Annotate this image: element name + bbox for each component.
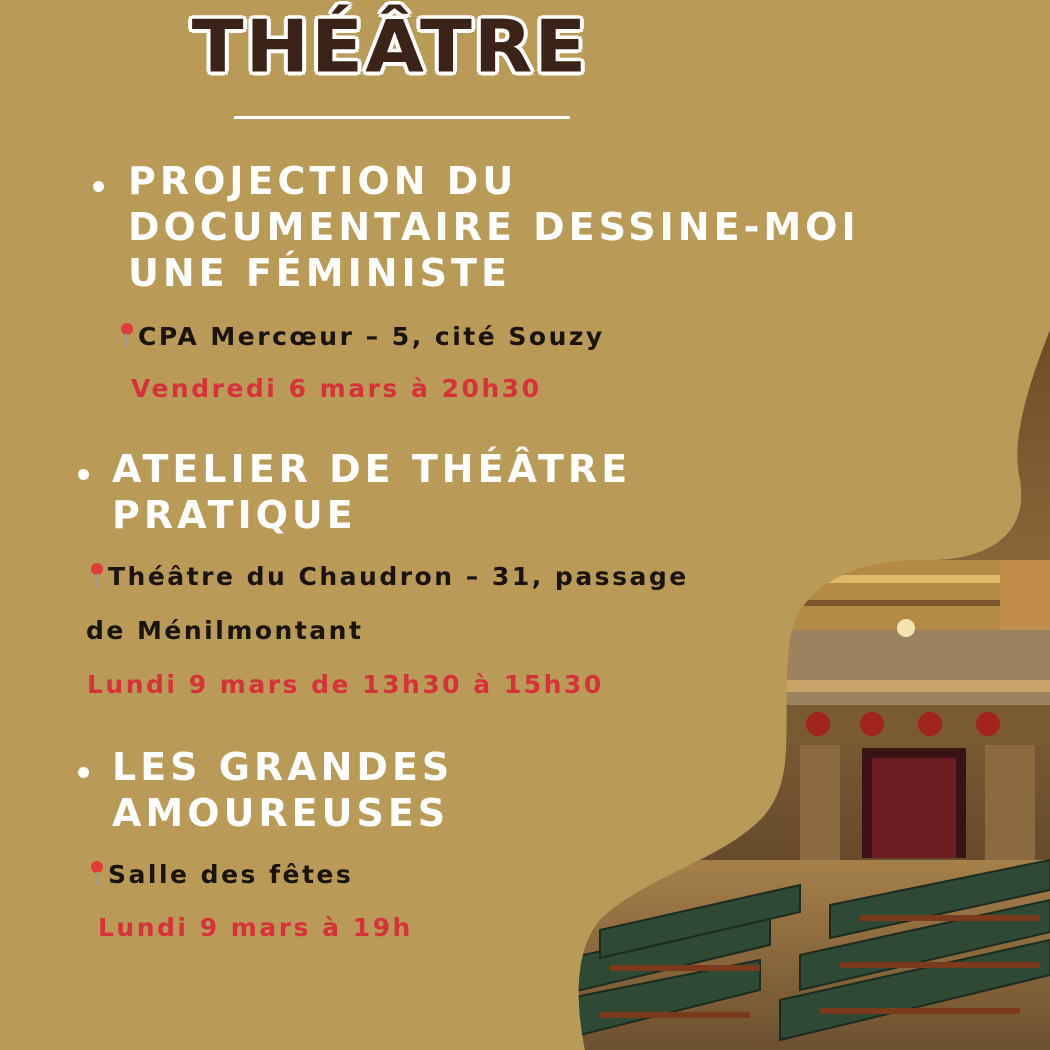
event-date: Lundi 9 mars de 13h30 à 15h30 <box>87 670 604 699</box>
event-location: Théâtre du Chaudron – 31, passage <box>90 550 689 604</box>
event-title-line: UNE FÉMINISTE <box>128 251 511 295</box>
event-title-line: PRATIQUE <box>112 493 357 537</box>
event-date: Vendredi 6 mars à 20h30 <box>131 374 542 403</box>
round-pushpin-icon <box>120 322 134 348</box>
event-date: Lundi 9 mars à 19h <box>98 913 413 942</box>
title-divider <box>234 116 570 119</box>
event-title-line: PROJECTION DU <box>128 159 518 203</box>
event-title-line: AMOUREUSES <box>112 791 450 835</box>
bullet-dot-icon <box>93 181 104 192</box>
page-title: THÉÂTRE <box>191 4 589 89</box>
event-title-line: ATELIER DE THÉÂTRE <box>112 447 632 491</box>
round-pushpin-icon <box>90 860 104 886</box>
event-location: Salle des fêtes <box>90 848 353 902</box>
event-title-line: DOCUMENTAIRE DESSINE-MOI <box>128 205 860 249</box>
event-location-line: de Ménilmontant <box>86 616 364 645</box>
round-pushpin-icon <box>90 562 104 588</box>
event-title-line: LES GRANDES <box>112 745 454 789</box>
bullet-dot-icon <box>78 767 89 778</box>
bullet-dot-icon <box>78 469 89 480</box>
event-location: CPA Mercœur – 5, cité Souzy <box>120 310 605 364</box>
